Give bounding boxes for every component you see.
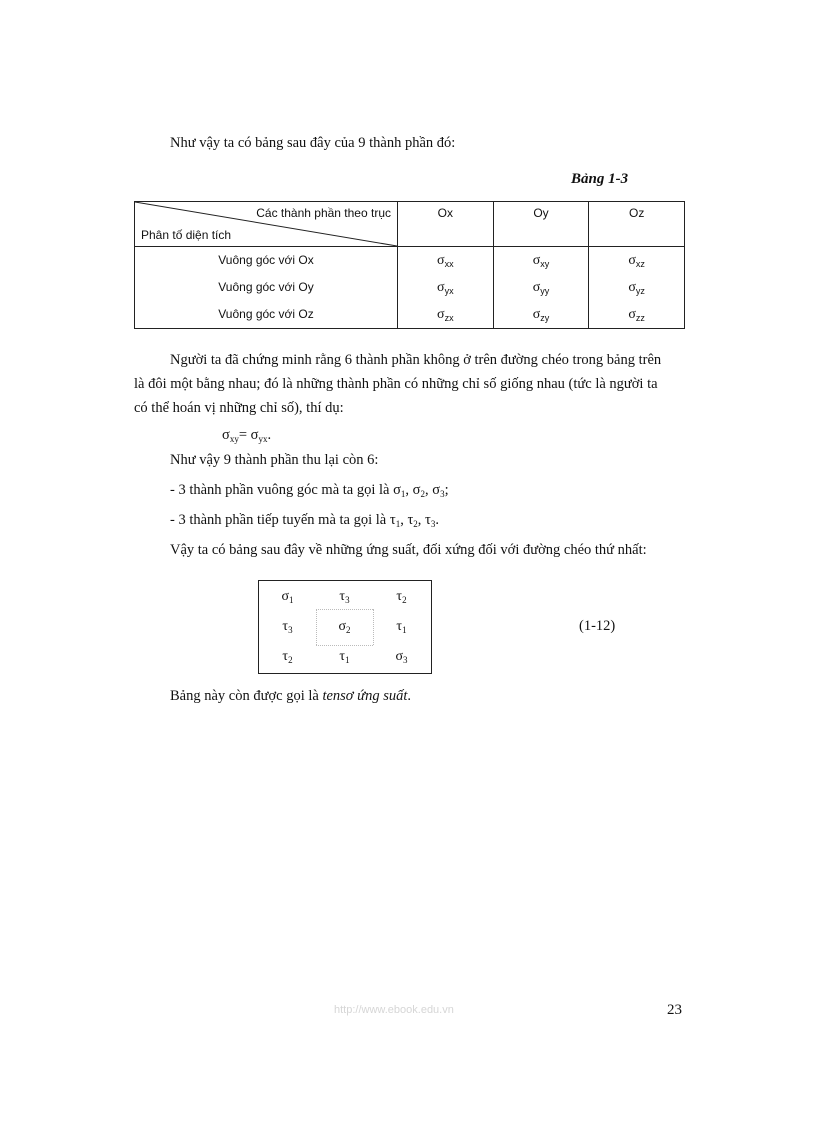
col-values-oz <box>589 247 685 329</box>
col-header-oy: Oy <box>493 202 589 247</box>
row-labels-cell <box>135 247 398 329</box>
page-number: 23 <box>667 1002 682 1018</box>
table-cell: $\sigma_{xy}$ <box>532 253 550 269</box>
table-cell: $\sigma_{xz}$ <box>628 253 645 269</box>
tensor-cell: $\tau_2$ <box>396 589 407 605</box>
tensor-cell: $\tau_1$ <box>396 619 407 635</box>
col-header-ox: Ox <box>398 202 494 247</box>
row-label: Vuông góc với Ox <box>218 253 314 267</box>
diag-top-label: Các thành phần theo trục <box>256 206 391 220</box>
para1-line2: là đôi một bằng nhau; đó là những thành phần có những chỉ số giống nhau (tức là người ta <box>134 376 658 392</box>
closing-text: Bảng này còn được gọi là tensơ ứng suất. <box>170 688 411 704</box>
tensor-cell: $\tau_2$ <box>282 649 293 665</box>
bullet-normal: - 3 thành phần vuông góc mà ta gọi là $\sigma_1$, $\sigma_2$, $\sigma_3$; <box>170 482 449 499</box>
stress-tensor-matrix <box>258 580 432 674</box>
equation: $\sigma_{xy}= \sigma_{yx}$. <box>222 427 272 444</box>
diagonal-header-cell <box>135 202 398 247</box>
col-values-ox <box>398 247 494 329</box>
table-cell: $\sigma_{zz}$ <box>628 307 645 323</box>
para3: Vậy ta có bảng sau đây về những ứng suất, đối xứng đối với đường chéo thứ nhất: <box>170 542 647 558</box>
para2: Như vậy 9 thành phần thu lại còn 6: <box>170 452 379 468</box>
para1-line3: có thể hoán vị những chỉ số), thí dụ: <box>134 400 344 416</box>
row-label: Vuông góc với Oy <box>218 280 314 294</box>
col-values-oy <box>493 247 589 329</box>
table-caption: Bảng 1-3 <box>571 171 629 187</box>
tensor-cell: $\tau_3$ <box>339 589 350 605</box>
tensor-cell: $\tau_1$ <box>339 649 350 665</box>
tensor-cell: $\sigma_1$ <box>281 589 294 605</box>
tensor-cell: $\sigma_3$ <box>395 649 408 665</box>
table-cell: $\sigma_{yy}$ <box>532 280 550 296</box>
table-cell: $\sigma_{zx}$ <box>437 307 454 323</box>
table-cell: $\sigma_{yz}$ <box>628 280 645 296</box>
intro-text: Như vậy ta có bảng sau đây của 9 thành phần đó: <box>170 135 456 151</box>
table-cell: $\sigma_{zy}$ <box>532 307 550 323</box>
diag-bottom-label: Phân tố diện tích <box>141 228 232 242</box>
table-cell: $\sigma_{yx}$ <box>437 280 454 296</box>
para1-line1: Người ta đã chứng minh rằng 6 thành phần không ở trên đường chéo trong bảng trên <box>170 352 662 368</box>
tensor-cell: $\tau_3$ <box>282 619 293 635</box>
bullet-tangent: - 3 thành phần tiếp tuyến mà ta gọi là $\tau_1$, $\tau_2$, $\tau_3$. <box>170 512 439 529</box>
watermark: http://www.ebook.edu.vn <box>334 1004 454 1016</box>
col-header-oz: Oz <box>589 202 685 247</box>
tensor-term: tensơ ứng suất <box>322 688 408 704</box>
equation-number: (1-12) <box>579 618 616 634</box>
components-table <box>134 201 685 329</box>
row-label: Vuông góc với Oz <box>218 307 314 321</box>
table-cell: $\sigma_{xx}$ <box>437 253 454 269</box>
tensor-cell: $\sigma_2$ <box>338 619 351 635</box>
